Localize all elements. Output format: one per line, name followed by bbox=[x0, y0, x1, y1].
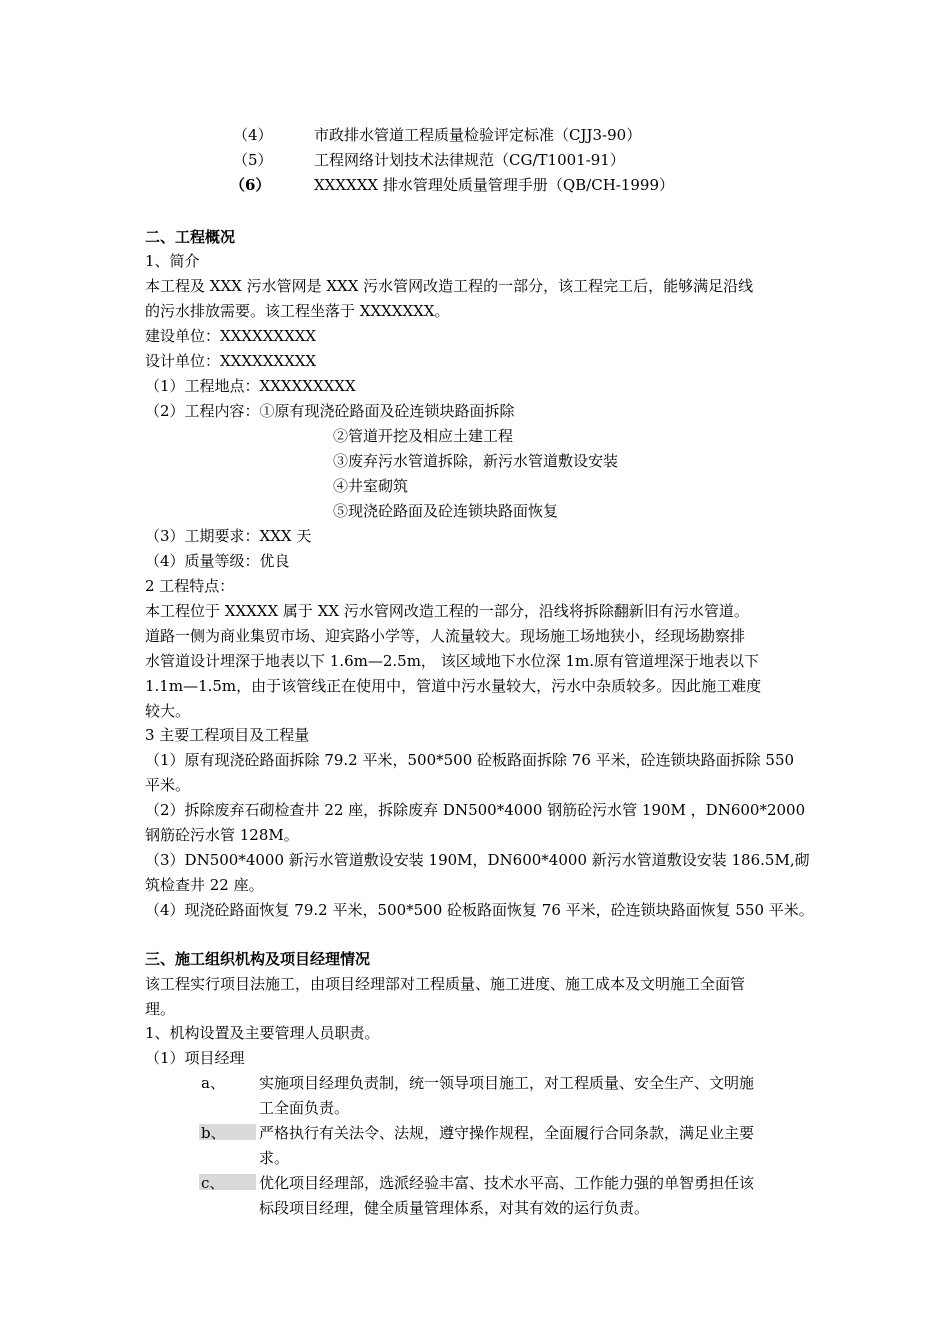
section-3-intro-line-1: 该工程实行项目法施工，由项目经理部对工程质量、施工进度、施工成本及文明施工全面管 bbox=[145, 975, 746, 993]
content-item-4: ④井室砌筑 bbox=[333, 477, 409, 495]
features-line-4: 1.1m—1.5m，由于该管线正在使用中，管道中污水量较大，污水中杂质较多。因此施工难度 bbox=[145, 677, 762, 695]
features-line-3: 水管道设计埋深于地表以下 1.6m—2.5m， 该区域地下水位深 1m.原有管道埋深于地表以下 bbox=[145, 652, 759, 670]
quantities-line-3: （2）拆除废弃石砌检查井 22 座，拆除废弃 DN500*4000 钢筋砼污水管 190M ，DN600*2000 bbox=[145, 801, 806, 819]
intro-line-2: 的污水排放需要。该工程坐落于 XXXXXXX。 bbox=[145, 302, 450, 320]
standard-5-text: 工程网络计划技术法律规范（CG/T1001-91） bbox=[314, 151, 625, 169]
features-line-2: 道路一侧为商业集贸市场、迎宾路小学等，人流量较大。现场施工场地狭小，经现场勘察排 bbox=[145, 627, 746, 645]
quantities-line-5: （3）DN500*4000 新污水管道敷设安装 190M，DN600*4000 新污水管道敷设安装 186.5M,砌 bbox=[145, 851, 810, 869]
duty-b-mark: b、 bbox=[201, 1124, 226, 1142]
section-3-heading: 三、施工组织机构及项目经理情况 bbox=[145, 950, 371, 968]
duty-a-line-2: 工全面负责。 bbox=[259, 1099, 350, 1117]
duty-b-line-1: 严格执行有关法令、法规，遵守操作规程，全面履行合同条款，满足业主要 bbox=[259, 1124, 755, 1142]
duty-c-mark: c、 bbox=[201, 1174, 225, 1192]
standard-5-number: （5） bbox=[233, 151, 273, 169]
intro-title: 1、简介 bbox=[145, 252, 200, 270]
section-3-intro-line-2: 理。 bbox=[145, 1000, 176, 1018]
quality-grade: （4）质量等级：优良 bbox=[145, 552, 290, 570]
project-content-label: （2）工程内容：①原有现浇砼路面及砼连锁块路面拆除 bbox=[145, 402, 515, 420]
quantities-line-4: 钢筋砼污水管 128M。 bbox=[145, 826, 299, 844]
duty-c-line-1: 优化项目经理部，选派经验丰富、技术水平高、工作能力强的单智勇担任该 bbox=[259, 1174, 755, 1192]
content-item-2: ②管道开挖及相应土建工程 bbox=[333, 427, 514, 445]
org-title: 1、机构设置及主要管理人员职责。 bbox=[145, 1024, 380, 1042]
builder-unit: 建设单位：XXXXXXXXX bbox=[145, 327, 317, 345]
quantities-line-1: （1）原有现浇砼路面拆除 79.2 平米，500*500 砼板路面拆除 76 平米，砼连锁块路面拆除 550 bbox=[145, 751, 795, 769]
standard-4-number: （4） bbox=[233, 126, 273, 144]
standard-4-text: 市政排水管道工程质量检验评定标准（CJJ3-90） bbox=[314, 126, 642, 144]
standard-6-text: XXXXXX 排水管理处质量管理手册（QB/CH-1999） bbox=[314, 176, 675, 194]
quantities-title: 3 主要工程项目及工程量 bbox=[145, 726, 310, 744]
duty-c-line-2: 标段项目经理，健全质量管理体系，对其有效的运行负责。 bbox=[259, 1199, 650, 1217]
quantities-line-7: （4）现浇砼路面恢复 79.2 平米，500*500 砼板路面恢复 76 平米，砼连锁块路面恢复 550 平米。 bbox=[145, 901, 814, 919]
duty-a-mark: a、 bbox=[201, 1074, 225, 1092]
features-title: 2 工程特点： bbox=[145, 577, 235, 595]
designer-unit: 设计单位：XXXXXXXXX bbox=[145, 352, 317, 370]
duration-requirement: （3）工期要求：XXX 天 bbox=[145, 527, 312, 545]
features-line-1: 本工程位于 XXXXX 属于 XX 污水管网改造工程的一部分，沿线将拆除翻新旧有污水管道。 bbox=[145, 602, 749, 620]
content-item-3: ③废弃污水管道拆除，新污水管道敷设安装 bbox=[333, 452, 619, 470]
content-item-5: ⑤现浇砼路面及砼连锁块路面恢复 bbox=[333, 502, 559, 520]
features-line-5: 较大。 bbox=[145, 702, 191, 720]
duty-b-line-2: 求。 bbox=[259, 1149, 290, 1167]
quantities-line-2: 平米。 bbox=[145, 776, 191, 794]
section-2-heading: 二、工程概况 bbox=[145, 228, 236, 246]
standard-6-number: （6） bbox=[230, 176, 271, 194]
pm-title: （1）项目经理 bbox=[145, 1049, 245, 1067]
intro-line-1: 本工程及 XXX 污水管网是 XXX 污水管网改造工程的一部分，该工程完工后，能够满足沿线 bbox=[145, 277, 754, 295]
quantities-line-6: 筑检查井 22 座。 bbox=[145, 876, 264, 894]
duty-a-line-1: 实施项目经理负责制，统一领导项目施工，对工程质量、安全生产、文明施 bbox=[259, 1074, 755, 1092]
project-location: （1）工程地点：XXXXXXXXX bbox=[145, 377, 356, 395]
